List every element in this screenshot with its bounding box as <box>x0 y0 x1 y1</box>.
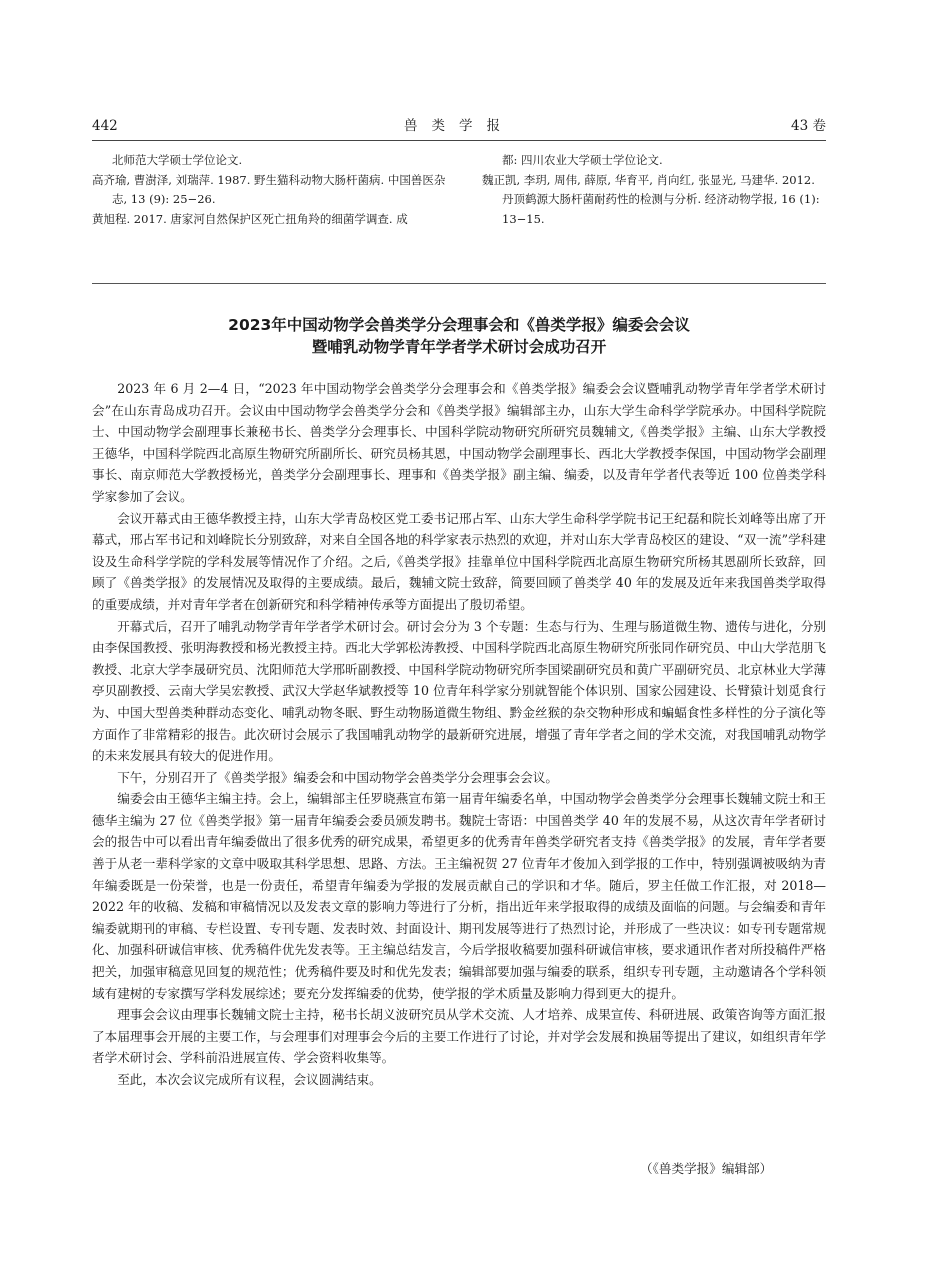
volume-label: 43 卷 <box>791 118 826 134</box>
body-paragraph: 开幕式后，召开了哺乳动物学青年学者学术研讨会。研讨会分为 3 个专题：生态与行为、生理与肠道微生物、遗传与进化，分别由李保国教授、张明海教授和杨光教授主持。西北大学郭松涛教授、中国科学院西北高原生物研究所张同作研究员、中山大学范朋飞教授、北京大学李晟研究员、沈阳师范大学邢昕副教授、中国科学院动物研究所李国梁副研究员和黄广平副研究员、北京林业大学薄亭贝副教授、云南大学吴宏教授、武汉大学赵华斌教授等 10 位青年科学家分别就智能个体识别、国家公园建设、长臂猿计划觅食行为、中国大型兽类种群动态变化、哺乳动物冬眠、野生动物肠道微生物组、黔金丝猴的杂交物种形成和蝙蝠食性多样性的分子演化等方面作了非常精彩的报告。此次研讨会展示了我国哺乳动物学的最新研究进展，增强了青年学者之间的学术交流，对我国哺乳动物学的未来发展具有较大的促进作用。 <box>92 618 826 764</box>
references-right-column <box>482 151 826 229</box>
body-paragraph: 2023 年 6 月 2—4 日，“2023 年中国动物学会兽类学分会理事会和《兽类学报》编委会会议暨哺乳动物学青年学者学术研讨会”在山东青岛成功召开。会议由中国动物学会兽类学分会和《兽类学报》编辑部主办，山东大学生命科学学院承办。中国科学院院士、中国动物学会副理事长兼秘书长、兽类学分会理事长、中国科学院动物研究所研究员魏辅文,《兽类学报》主编、山东大学教授王德华，中国科学院西北高原生物研究所副所长、研究员杨其恩，中国动物学会副理事长、西北大学教授李保国，中国动物学会副理事长、南京师范大学教授杨光，兽类学分会副理事长、理事和《兽类学报》副主编、编委，以及青年学者代表等近 100 位兽类学科学家参加了会议。 <box>92 381 826 504</box>
article-body <box>92 378 826 1091</box>
body-paragraph: 会议开幕式由王德华教授主持，山东大学青岛校区党工委书记邢占军、山东大学生命科学学院书记王纪磊和院长刘峰等出席了开幕式，邢占军书记和刘峰院长分别致辞，对来自全国各地的科学家表示热烈的欢迎，并对山东大学青岛校区的建设、“双一流”学科建设及生命科学学院的学科发展等情况作了介绍。之后,《兽类学报》挂靠单位中国科学院西北高原生物研究所杨其恩副所长致辞，回顾了《兽类学报》的发展情况及取得的主要成绩。最后，魏辅文院士致辞，简要回顾了兽类学 40 年的发展及近年来我国兽类学取得的重要成绩，并对青年学者在创新研究和科学精神传承等方面提出了殷切希望。 <box>92 510 826 612</box>
reference-entry: 北师范大学硕士学位论文. <box>112 153 243 167</box>
references-left-column <box>92 151 457 229</box>
reference-entry: 黄旭程. 2017. 唐家河自然保护区死亡扭角羚的细菌学调查. 成 <box>92 211 408 226</box>
reference-entry: 高齐瑜, 曹澍泽, 刘瑞萍. 1987. 野生猫科动物大肠杆菌病. 中国兽医杂志, 13 (9): 25−26. <box>92 172 446 206</box>
article-title-line-2: 暨哺乳动物学青年学者学术研讨会成功召开 <box>311 338 607 356</box>
body-paragraph: 至此，本次会议完成所有议程，会议圆满结束。 <box>117 1072 382 1087</box>
body-paragraph: 编委会由王德华主编主持。会上，编辑部主任罗晓燕宣布第一届青年编委名单，中国动物学会兽类学分会理事长魏辅文院士和王德华主编为 27 位《兽类学报》第一届青年编委会委员颁发聘书。魏院士寄语：中国兽类学 40 年的发展不易，从这次青年学者研讨会的报告中可以看出青年编委做出了很多优秀的研究成果，希望更多的优秀青年兽类学研究者支持《兽类学报》的发展，青年学者要善于从老一辈科学家的文章中吸取其科学思想、思路、方法。王主编祝贺 27 位青年才俊加入到学报的工作中，特别强调被吸纳为青年编委既是一份荣誉，也是一份责任，希望青年编委为学报的发展贡献自己的学识和才华。随后，罗主任做工作汇报，对 2018—2022 年的收稿、发稿和审稿情况以及发表文章的影响力等进行了分析，指出近年来学报取得的成绩及面临的问题。与会编委和青年编委就期刊的审稿、专栏设置、专刊专题、发表时效、封面设计、期刊发展等进行了热烈讨论，并形成了一些决议：如专刊专题常规化、加强科研诚信审核、优秀稿件优先发表等。王主编总结发言，今后学报收稿要加强科研诚信审核，要求通讯作者对所投稿件严格把关，加强审稿意见回复的规范性；优秀稿件要及时和优先发表；编辑部要加强与编委的联系，组织专刊专题，主动邀请各个学科领域有建树的专家撰写学科发展综述；要充分发挥编委的优势，使学报的学术质量及影响力得到更大的提升。 <box>92 791 826 1001</box>
section-divider <box>92 283 826 284</box>
journal-name: 兽类学报 <box>404 118 514 134</box>
header-rule <box>92 140 826 141</box>
body-paragraph: 理事会会议由理事长魏辅文院士主持，秘书长胡义波研究员从学术交流、人才培养、成果宣传、科研进展、政策咨询等方面汇报了本届理事会开展的主要工作，与会理事们对理事会今后的主要工作进行了讨论，并对学会发展和换届等提出了建议，如组织青年学者学术研讨会、学科前沿进展宣传、学会资料收集等。 <box>92 1007 826 1066</box>
article-title <box>92 314 826 358</box>
page-number: 442 <box>92 118 118 134</box>
body-paragraph: 下午，分别召开了《兽类学报》编委会和中国动物学会兽类学分会理事会会议。 <box>117 769 558 785</box>
signature: （《兽类学报》编辑部） <box>640 1161 773 1176</box>
article-title-line-1: 2023年中国动物学会兽类学分会理事会和《兽类学报》编委会会议 <box>228 316 690 334</box>
reference-entry: 魏正凯, 李玥, 周伟, 薛原, 华育平, 肖向红, 张显光, 马建华. 2012. 丹顶鹤源大肠杆菌耐药性的检测与分析. 经济动物学报, 16 (1): 13−15. <box>482 172 820 226</box>
running-header <box>92 116 826 138</box>
reference-entry: 都: 四川农业大学硕士学位论文. <box>502 153 663 167</box>
